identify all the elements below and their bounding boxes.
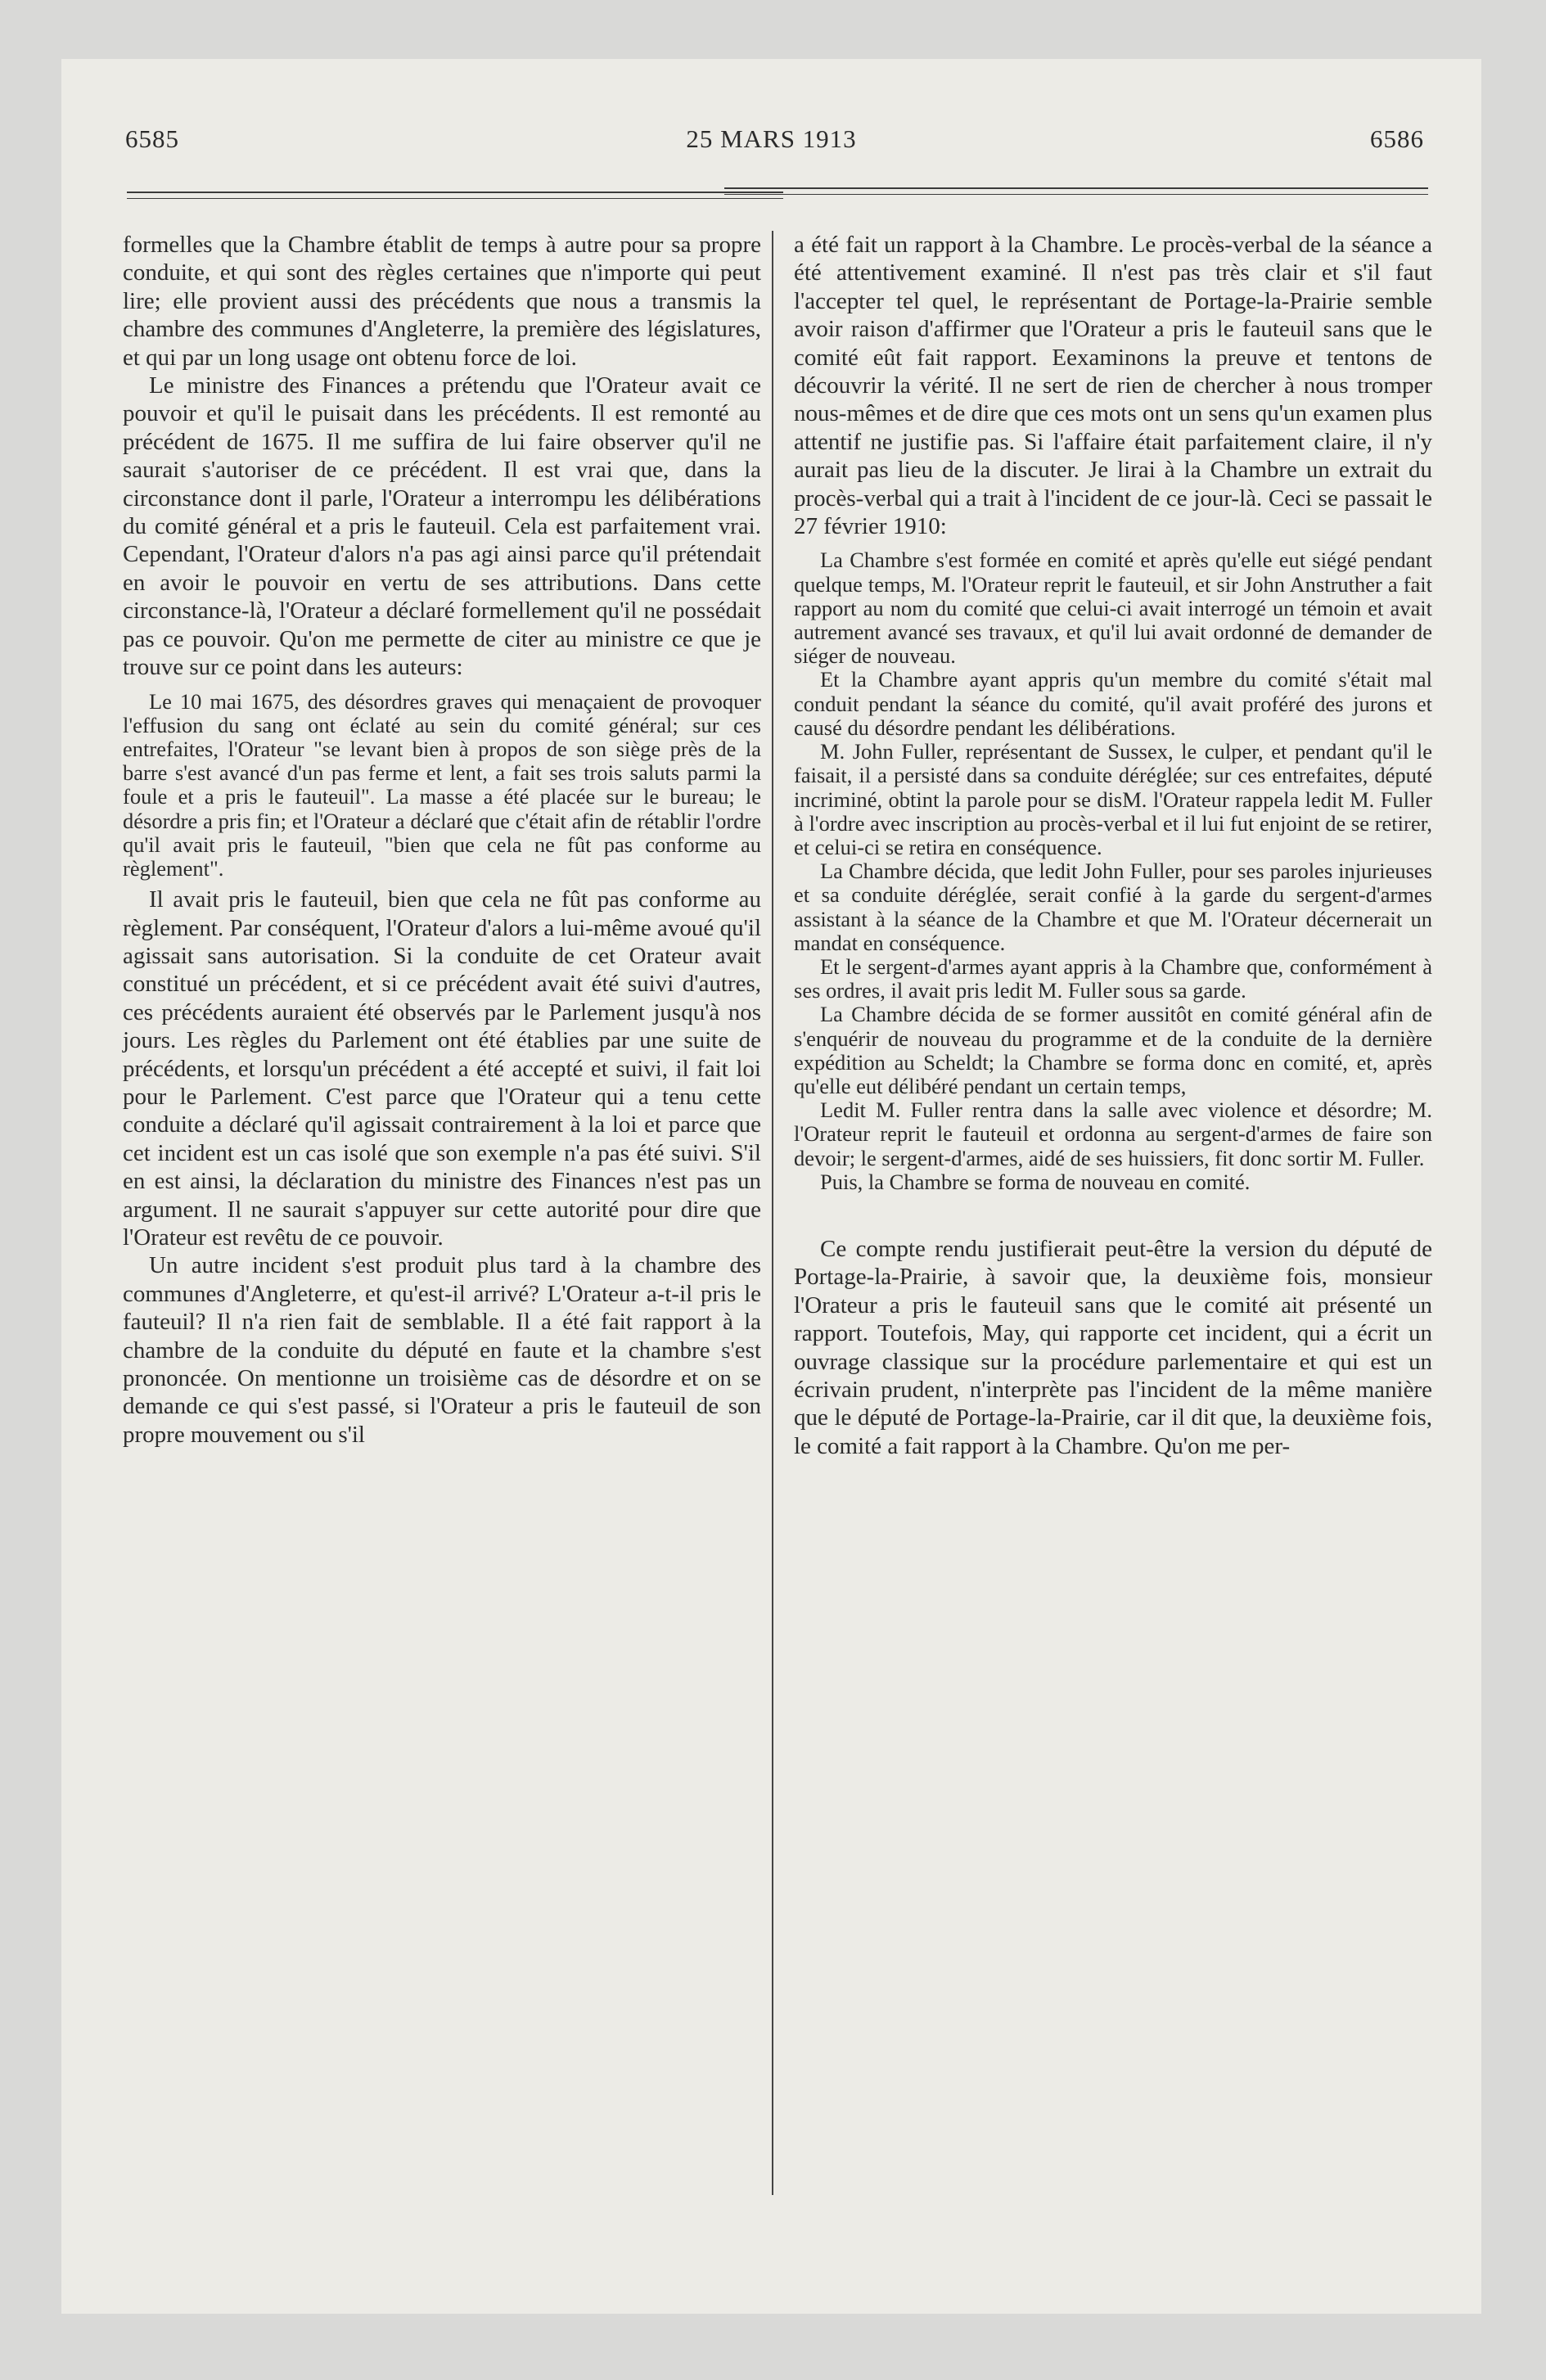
quote-paragraph-6: La Chambre décida de se former aussitôt en comité général afin de s'enquérir de nouveau du programme et de la conduite de la dernière expédition au Scheldt; la Chambre se forma donc en comité, et, après qu'elle eut délibéré pendant un certain temps, <box>794 1002 1432 1098</box>
left-paragraph-3: Il avait pris le fauteuil, bien que cela ne fût pas conforme au règlement. Par conséquent, l'Orateur d'alors a lui-même avoué qu'il agissait sans autorisation. Si la conduite de cet Orateur avait constitué un précédent, et si ce précédent avait été suivi d'autres, ces précédents auraient été observés par le Parlement jusqu'à nos jours. Les règles du Parlement ont été établies par une suite de précédents, et lorsqu'un précédent a été accepté et suivi, il fait loi pour le Parlement. C'est parce que l'Orateur qui a tenu cette conduite a déclaré qu'il agissait contrairement à la loi et parce que cet incident est un cas isolé que son exemple n'a pas été suivi. S'il en est ainsi, la déclaration du ministre des Finances n'est pas un argument. Il ne saurait s'appuyer sur cette autorité pour dire que l'Orateur est revêtu de ce pouvoir. <box>123 886 761 1251</box>
header-rule-left <box>127 192 783 193</box>
right-column <box>794 231 1432 1460</box>
page-number-left: 6585 <box>125 124 179 153</box>
column-divider <box>772 231 773 2195</box>
right-paragraph-2: Ce compte rendu justifierait peut-être la version du député de Portage-la-Prairie, à savoir que, la deuxième fois, monsieur l'Orateur a pris le fauteuil sans que le comité ait présenté un rapport. Toutefois, May, qui rapporte cet incident, qui a écrit un ouvrage classique sur la procédure parlementaire et qui est un écrivain prudent, n'interprète pas l'incident de la même manière que le député de Portage-la-Prairie, car il dit que, la deuxième fois, le comité a fait rapport à la Chambre. Qu'on me per- <box>794 1235 1432 1459</box>
right-quotation <box>794 548 1432 1193</box>
left-column <box>123 231 761 1449</box>
left-paragraph-2: Le ministre des Finances a prétendu que l'Orateur avait ce pouvoir et qu'il le puisait dans les précédents. Il est remonté au précédent de 1675. Il me suffira de lui faire observer qu'il ne saurait s'autoriser de ce précédent. Il est vrai que, dans la circonstance dont il parle, l'Orateur a interrompu les délibérations du comité général et a pris le fauteuil. Cela est parfaitement vrai. Cependant, l'Orateur d'alors n'a pas agi ainsi parce qu'il prétendait en avoir le pouvoir en vertu de ses attributions. Dans cette circonstance-là, l'Orateur a déclaré formellement qu'il ne possédait pas ce pouvoir. Qu'on me permette de citer au ministre ce que je trouve sur ce point dans les auteurs: <box>123 372 761 681</box>
left-paragraph-1: formelles que la Chambre établit de temps à autre pour sa propre conduite, et qui sont des règles certaines que n'importe qui peut lire; elle provient aussi des précédents que nous a transmis la chambre des communes d'Angleterre, la première des législatures, et qui par un long usage ont obtenu force de loi. <box>123 232 761 371</box>
quote-paragraph-5: Et le sergent-d'armes ayant appris à la Chambre que, conformément à ses ordres, il avait pris ledit M. Fuller sous sa garde. <box>794 953 1432 1003</box>
quote-paragraph-7: Ledit M. Fuller rentra dans la salle avec violence et désordre; M. l'Orateur reprit le fauteuil et ordonna au sergent-d'armes de faire son devoir; le sergent-d'armes, aidé de ses huissiers, fit donc sortir M. Fuller. <box>794 1098 1432 1170</box>
left-quotation <box>123 690 761 881</box>
left-paragraph-4: Un autre incident s'est produit plus tard à la chambre des communes d'Angleterre, et qu'est-il arrivé? L'Orateur a-t-il pris le fauteuil? Il n'a rien fait de semblable. Il a été fait rapport à la chambre de la conduite du député en faute et la chambre s'est prononcée. On mentionne un troisième cas de désordre et on se demande ce qui s'est passé, si l'Orateur a pris le fauteuil de son propre mouvement ou s'il <box>123 1252 761 1448</box>
quote-paragraph-3: M. John Fuller, représentant de Sussex, le culper, et pendant qu'il le faisait, il a persisté dans sa conduite déréglée; sur ces entrefaites, député incriminé, obtint la parole pour se disM. l'Orateur rappela ledit M. Fuller à l'ordre avec inscription au procès-verbal et il lui fut enjoint de se retirer, et celui-ci se retira en conséquence. <box>794 739 1432 859</box>
quote-paragraph-1: La Chambre s'est formée en comité et après qu'elle eut siégé pendant quelque temps, M. l'Orateur reprit le fauteuil, et sir John Anstruther a fait rapport au nom du comité que celui-ci avait interrogé un témoin et avait autrement avancé ses travaux, et qu'il lui avait ordonné de demander de siéger de nouveau. <box>794 548 1432 669</box>
paragraph-gap <box>794 1199 1432 1235</box>
header-rule-right-thin <box>724 194 1428 195</box>
page-sheet <box>61 59 1481 2314</box>
left-quote-text: Le 10 mai 1675, des désordres graves qui menaçaient de provoquer l'effusion du sang ont éclaté au sein du comité général; sur ces entrefaites, l'Orateur "se levant bien à propos de son siège près de la barre s'est avancé d'un pas ferme et lent, a fait ses trois saluts parmi la foule et a pris le fauteuil". La masse a été placée sur le bureau; le désordre a pris fin; et l'Orateur a déclaré que c'était afin de rétablir l'ordre qu'il avait pris le fauteuil, "bien que cela ne fût pas conforme au règlement". <box>123 688 761 881</box>
right-paragraph-1: a été fait un rapport à la Chambre. Le procès-verbal de la séance a été attentivement examiné. Il n'est pas très clair et s'il faut l'accepter tel quel, le représentant de Portage-la-Prairie semble avoir raison d'affirmer que l'Orateur a pris le fauteuil sans que le comité eût fait rapport. Eexaminons la preuve et tentons de découvrir la vérité. Il ne sert de rien de chercher à nous tromper nous-mêmes et de dire que ces mots ont un sens qu'un examen plus attentif ne justifie pas. Si l'affaire était parfaitement claire, il n'y aurait pas lieu de la discuter. Je lirai à la Chambre un extrait du procès-verbal qui a trait à l'incident de ce jour-là. Ceci se passait le 27 février 1910: <box>794 232 1433 540</box>
quote-paragraph-2: Et la Chambre ayant appris qu'un membre du comité s'était mal conduit pendant la séance du comité, qu'il avait proféré des jurons et causé du désordre pendant les délibérations. <box>794 667 1432 740</box>
page-header <box>61 124 1481 174</box>
quote-paragraph-4: La Chambre décida, que ledit John Fuller, pour ses paroles injurieuses et sa conduite déréglée, serait confié à la garde du sergent-d'armes assistant à la séance de la Chambre et que M. l'Orateur décernerait un mandat en conséquence. <box>794 859 1432 955</box>
quote-paragraph-8: Puis, la Chambre se forma de nouveau en comité. <box>820 1169 1251 1194</box>
header-rule-right <box>724 187 1428 189</box>
page-number-right: 6586 <box>1370 124 1424 153</box>
page-date: 25 MARS 1913 <box>686 124 857 153</box>
header-rule-left-thin <box>127 198 783 199</box>
